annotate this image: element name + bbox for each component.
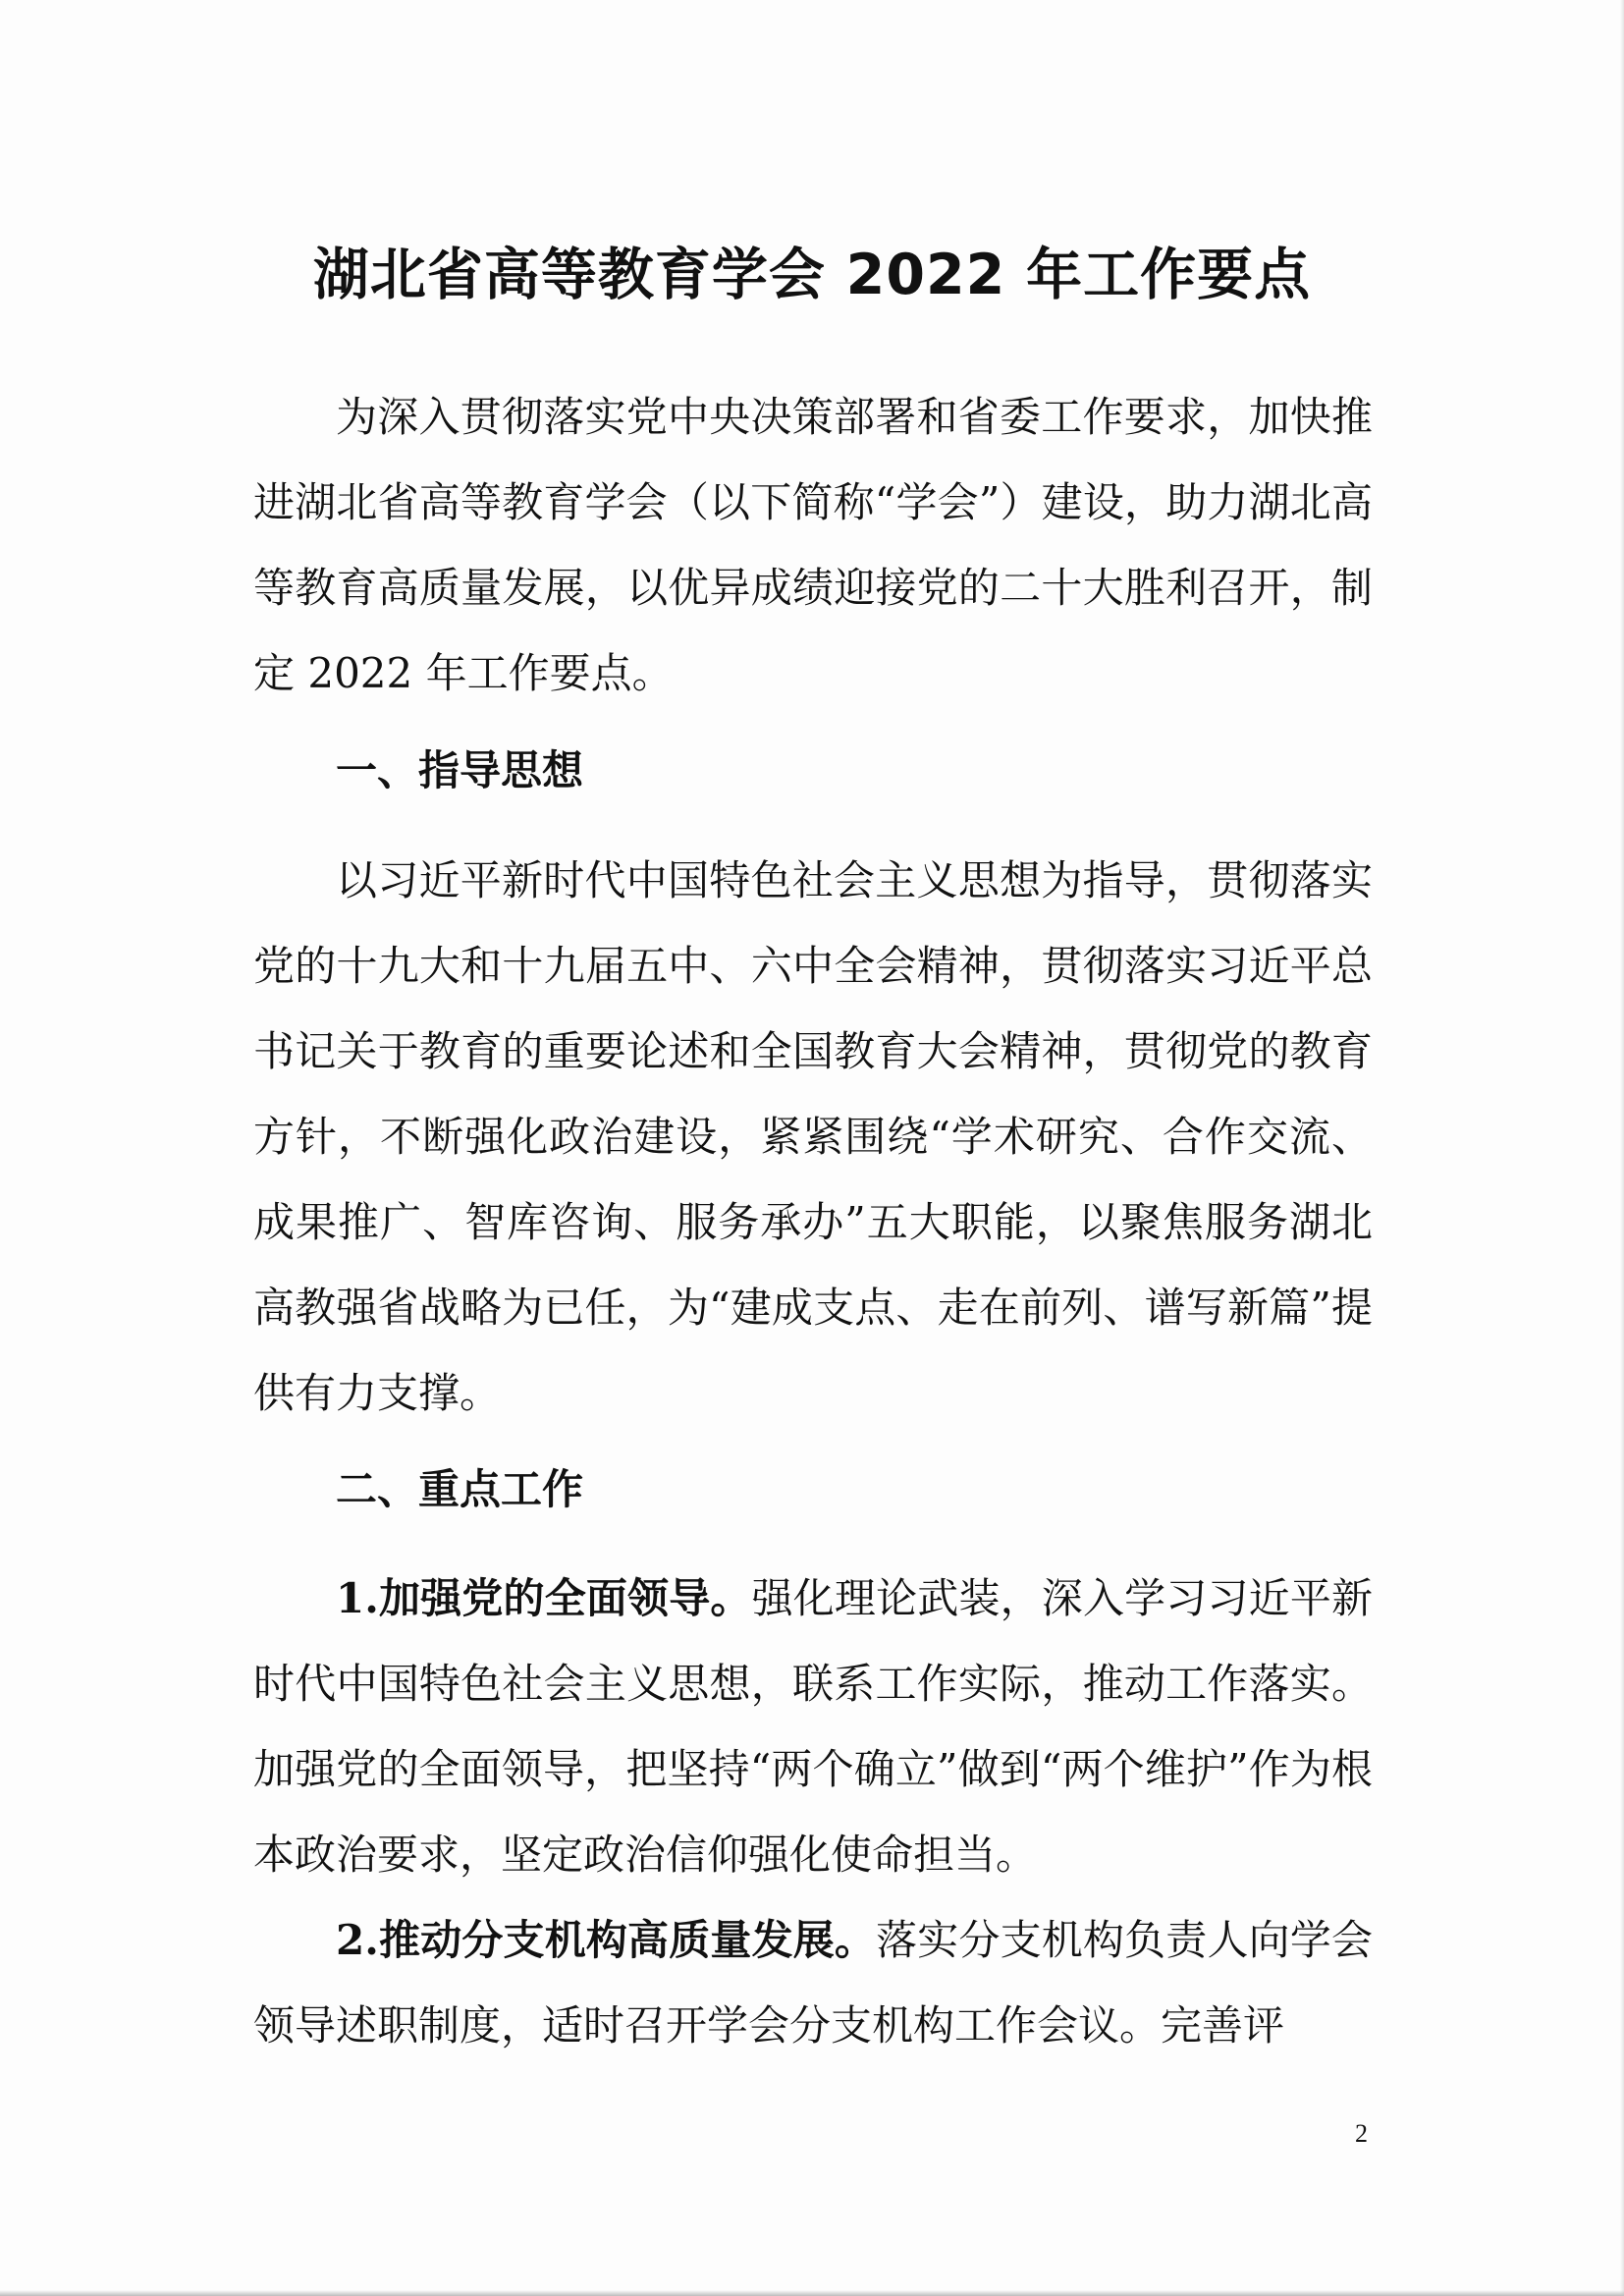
scan-edge-right: [1620, 0, 1624, 2296]
guiding-ideology-paragraph: 以习近平新时代中国特色社会主义思想为指导，贯彻落实党的十九大和十九届五中、六中全会精神，贯彻落实习近平总书记关于教育的重要论述和全国教育大会精神，贯彻党的教育方针，不断强化政治建设，紧紧围绕“学术研究、合作交流、成果推广、智库咨询、服务承办”五大职能，以聚焦服务湖北高教强省战略为已任，为“建成支点、走在前列、谱写新篇”提供有力支撑。: [253, 856, 1373, 1417]
key-work-item-2: [253, 1897, 1373, 2068]
key-work-item-1: [253, 1556, 1373, 1897]
key-work-item-1-body: 强化理论武装，深入学习习近平新时代中国特色社会主义思想，联系工作实际，推动工作落实。加强党的全面领导，把坚持“两个确立”做到“两个维护”作为根本政治要求，坚定政治信仰强化使命担当。: [253, 1574, 1373, 1879]
section-heading-key-work: 二、重点工作: [336, 1465, 584, 1513]
section-heading-guiding-ideology: 一、指导思想: [336, 746, 584, 794]
key-work-item-2-lead: 2.推动分支机构高质量发展。: [336, 1916, 877, 1964]
intro-paragraph: 为深入贯彻落实党中央决策部署和省委工作要求，加快推进湖北省高等教育学会（以下简称“学会”）建设，助力湖北高等教育高质量发展，以优异成绩迎接党的二十大胜利召开，制定 2022 年工作要点。: [253, 393, 1373, 697]
scan-edge-bottom: [0, 2290, 1624, 2296]
key-work-item-1-lead: 1.加强党的全面领导。: [336, 1574, 752, 1622]
document-title: 湖北省高等教育学会 2022 年工作要点: [312, 243, 1312, 307]
page-number: 2: [1355, 2119, 1368, 2148]
key-work-item-2-body: 落实分支机构负责人向学会领导述职制度，适时召开学会分支机构工作会议。完善评: [253, 1916, 1373, 2050]
